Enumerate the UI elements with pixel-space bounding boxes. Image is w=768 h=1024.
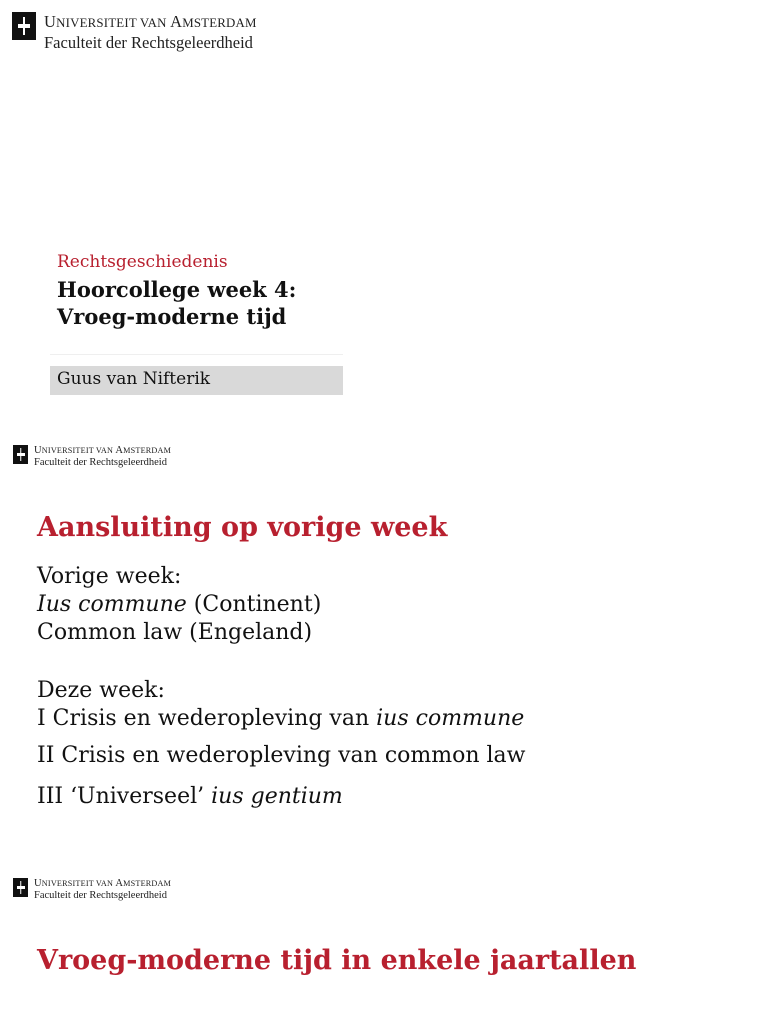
slide-heading: Vroeg-moderne tijd in enkele jaartallen <box>37 945 637 976</box>
logo-text <box>34 878 171 902</box>
author-name: Guus van Nifterik <box>57 369 211 389</box>
lecture-title: Hoorcollege week 4: Vroeg-moderne tijd <box>57 277 297 329</box>
university-name: UNIVERSITEIT VAN AMSTERDAM <box>44 12 257 31</box>
university-logo <box>13 445 171 469</box>
course-subject: Rechtsgeschiedenis <box>57 252 228 272</box>
this-week-block <box>37 677 526 811</box>
university-name: UNIVERSITEIT VAN AMSTERDAM <box>34 445 172 456</box>
university-logo <box>12 12 257 52</box>
university-logo <box>13 878 171 902</box>
faculty-name: Faculteit der Rechtsgeleerdheid <box>44 33 253 52</box>
logo-text <box>34 445 171 469</box>
this-week-label: Deze week: <box>37 678 165 703</box>
logo-text <box>44 12 257 52</box>
previous-week-block <box>37 563 321 647</box>
list-item: Ius commune (Continent) <box>37 592 322 617</box>
university-name: UNIVERSITEIT VAN AMSTERDAM <box>34 878 172 889</box>
list-item: Common law (Engeland) <box>37 620 313 645</box>
list-item: III ‘Universeel’ ius gentium <box>37 784 343 809</box>
university-seal-icon <box>12 12 36 40</box>
university-seal-icon <box>13 878 28 897</box>
faculty-name: Faculteit der Rechtsgeleerdheid <box>34 890 167 901</box>
list-item: I Crisis en wederopleving van ius commune <box>37 706 525 731</box>
previous-week-label: Vorige week: <box>37 564 182 589</box>
faculty-name: Faculteit der Rechtsgeleerdheid <box>34 457 167 468</box>
author-bar <box>50 366 343 395</box>
slide-heading: Aansluiting op vorige week <box>37 512 448 543</box>
list-item: II Crisis en wederopleving van common law <box>37 743 526 768</box>
university-seal-icon <box>13 445 28 464</box>
